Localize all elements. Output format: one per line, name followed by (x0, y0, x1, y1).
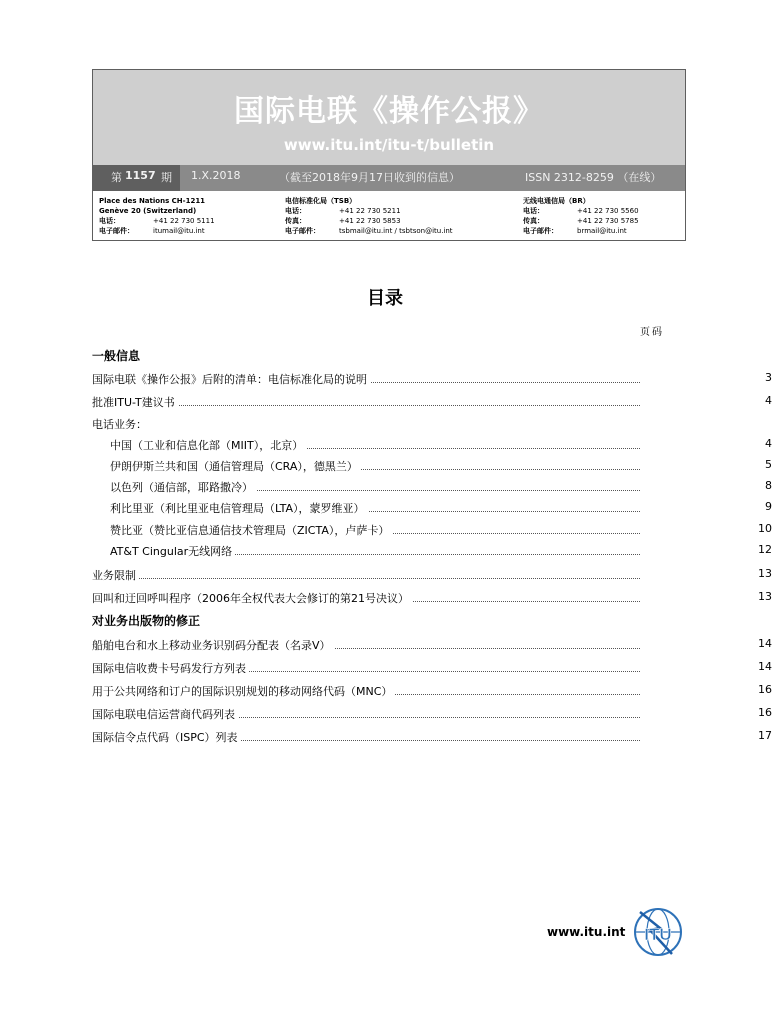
hq-email-label: 电子邮件： (99, 227, 134, 235)
tsb-fax: +41 22 730 5853 (339, 217, 401, 225)
toc-entry[interactable] (110, 522, 772, 538)
toc-entry[interactable] (92, 394, 772, 410)
toc-entry[interactable] (110, 479, 772, 495)
toc-entry-page: 13 (758, 590, 772, 603)
hq-address-line1: Place des Nations CH-1211 (99, 197, 206, 205)
toc-entry-label: 中国（工业和信息化部（MIIT），北京） (110, 437, 306, 453)
toc-entry-page: 10 (758, 522, 772, 535)
itu-logo-icon (628, 902, 688, 962)
hq-address-line2: Genève 20 (Switzerland) (99, 207, 197, 215)
toc-entry-label: 船舶电台和水上移动业务识别码分配表（名录V） (92, 637, 334, 653)
telephone-service-heading: 电话业务： (92, 418, 147, 431)
tsb-tel-label: 电话： (285, 207, 306, 215)
contact-br (523, 196, 639, 236)
toc-entry[interactable] (92, 567, 772, 583)
toc-entry[interactable] (110, 543, 772, 559)
br-email[interactable]: brmail@itu.int (577, 227, 627, 235)
toc-entry-label: AT&T Cingular无线网络 (110, 543, 235, 559)
toc-entry-page: 16 (758, 683, 772, 696)
toc-entry-label: 用于公共网络和订户的国际识别规划的移动网络代码（MNC） (92, 683, 395, 699)
toc-entry[interactable] (110, 437, 772, 453)
issue-date: 1.X.2018 (191, 169, 241, 182)
toc-entry-page: 8 (765, 479, 772, 492)
header-banner (93, 70, 685, 165)
contact-hq (99, 196, 215, 236)
tsb-email[interactable]: tsbmail@itu.int / tsbtson@itu.int (339, 227, 453, 235)
toc-entry[interactable] (92, 371, 772, 387)
toc-entry-page: 5 (765, 458, 772, 471)
br-fax: +41 22 730 5785 (577, 217, 639, 225)
toc-entry[interactable] (92, 683, 772, 699)
toc-entry-label: 国际电联《操作公报》后附的清单：电信标准化局的说明 (92, 371, 370, 387)
tsb-tel: +41 22 730 5211 (339, 207, 401, 215)
toc-entry-label: 业务限制 (92, 567, 139, 583)
toc-entry-page: 17 (758, 729, 772, 742)
hq-tel: +41 22 730 5111 (153, 217, 215, 225)
br-email-label: 电子邮件： (523, 227, 558, 235)
contact-info (93, 191, 685, 241)
issue-number-box (93, 165, 180, 191)
tsb-email-label: 电子邮件： (285, 227, 320, 235)
page-column-label: 页码 (640, 327, 664, 338)
issue-number: 1157 (125, 169, 156, 182)
br-tel: +41 22 730 5560 (577, 207, 639, 215)
hq-tel-label: 电话： (99, 217, 120, 225)
toc-entry-page: 12 (758, 543, 772, 556)
issue-info-bar (93, 165, 685, 191)
tsb-name: 电信标准化局（TSB） (285, 197, 357, 205)
toc-entry[interactable] (110, 458, 772, 474)
toc-entry[interactable] (92, 660, 772, 676)
toc-entry[interactable] (92, 637, 772, 653)
leader-dots (92, 569, 640, 579)
tsb-fax-label: 传真： (285, 217, 306, 225)
section-amendments: 对业务出版物的修正 (92, 614, 201, 628)
toc-entry-label: 国际信令点代码（ISPC）列表 (92, 729, 241, 745)
logo-text: ITU (644, 925, 672, 944)
toc-entry-label: 国际电信收费卡号码发行方列表 (92, 660, 249, 676)
toc-entry[interactable] (92, 706, 772, 722)
toc-entry-label: 以色列（通信部，耶路撒冷） (110, 479, 256, 495)
toc-entry-page: 4 (765, 394, 772, 407)
toc-entry[interactable] (92, 729, 772, 745)
br-name: 无线电通信局（BR） (523, 197, 590, 205)
toc-entry-page: 14 (758, 637, 772, 650)
toc-entry-label: 批准ITU-T建议书 (92, 394, 178, 410)
footer-url[interactable]: www.itu.int (547, 925, 626, 939)
toc-entry-label: 利比里亚（利比里亚电信管理局（LTA），蒙罗维亚） (110, 500, 368, 516)
toc-entry-label: 赞比亚（赞比亚信息通信技术管理局（ZICTA），卢萨卡） (110, 522, 392, 538)
br-tel-label: 电话： (523, 207, 544, 215)
issue-suffix: 期 (161, 171, 172, 184)
toc-entry-page: 9 (765, 500, 772, 513)
bulletin-url[interactable]: www.itu.int/itu-t/bulletin (283, 136, 495, 154)
hq-email[interactable]: itumail@itu.int (153, 227, 205, 235)
toc-entry-page: 14 (758, 660, 772, 673)
toc-entry[interactable] (110, 500, 772, 516)
issn: ISSN 2312-8259 （在线） (525, 171, 662, 184)
toc-entry-page: 3 (765, 371, 772, 384)
issue-prefix: 第 (111, 171, 122, 184)
bulletin-header (92, 69, 686, 241)
toc-entry-page: 13 (758, 567, 772, 580)
toc-title: 目录 (367, 288, 403, 309)
toc-entry-page: 16 (758, 706, 772, 719)
toc-entry-page: 4 (765, 437, 772, 450)
contact-tsb (285, 196, 453, 236)
br-fax-label: 传真： (523, 217, 544, 225)
bulletin-title: 国际电联《操作公报》 (234, 94, 544, 129)
toc-entry-label: 国际电联电信运营商代码列表 (92, 706, 238, 722)
section-general-information: 一般信息 (92, 349, 141, 363)
info-cutoff-date: （截至2018年9月17日收到的信息） (279, 171, 460, 184)
toc-entry[interactable] (92, 590, 772, 606)
toc-entry-label: 伊朗伊斯兰共和国（通信管理局（CRA），德黑兰） (110, 458, 361, 474)
toc-entry-label: 回叫和迂回呼叫程序（2006年全权代表大会修订的第21号决议） (92, 590, 412, 606)
